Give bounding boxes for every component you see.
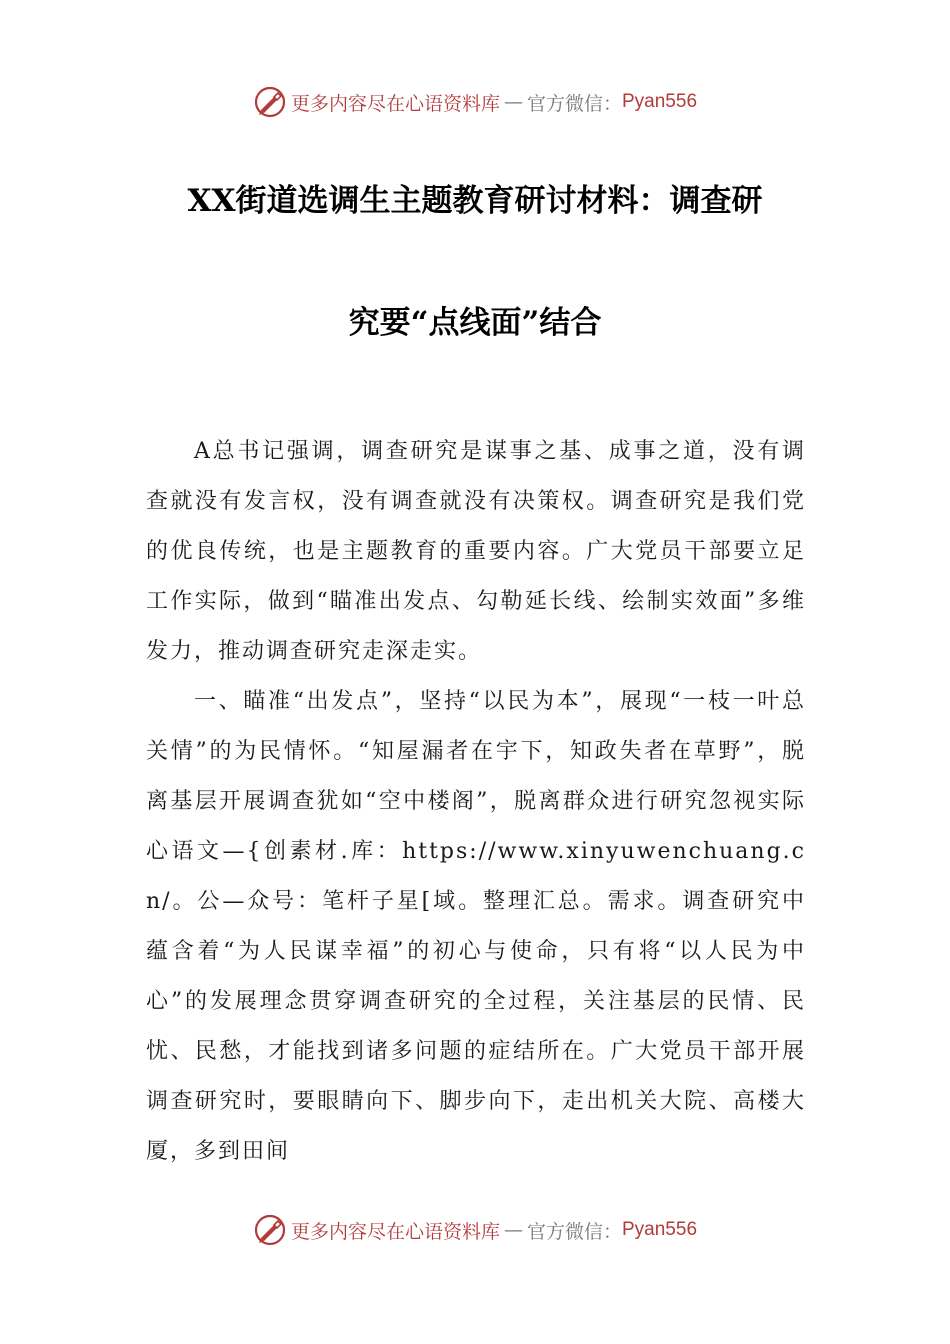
watermark-wechat-label: 官方微信：: [526, 1220, 622, 1243]
watermark-separator: —: [503, 1219, 523, 1241]
paragraph-section-1: 一、瞄准“出发点”，坚持“以民为本”，展现“一枝一叶总关情”的为民情怀。“知屋漏者在宇下，知政失者在草野”，脱离基层开展调查犹如“空中楼阁”，脱离群众进行研究忽视实际心语文—{创素材.库：https://www.xinyuwenchuang.cn/。公—众号：笔杆子星[域。整理汇总。需求。调查研究中蕴含着“为人民谋幸福”的初心与使命，只有将“以人民为中心”的发展理念贯穿调查研究的全过程，关注基层的民情、民忧、民愁，才能找到诸多问题的症结所在。广大党员干部开展调查研究时，要眼睛向下、脚步向下，走出机关大院、高楼大厦，多到田间: [146, 689, 806, 1164]
paragraph-intro: A总书记强调，调查研究是谋事之基、成事之道，没有调查就没有发言权，没有调查就没有决策权。调查研究是我们党的优良传统，也是主题教育的重要内容。广大党员干部要立足工作实际，做到“瞄准出发点、勾勒延长线、绘制实效面”多维发力，推动调查研究走深走实。: [146, 439, 806, 664]
watermark-text: 更多内容尽在心语资料库: [290, 1220, 500, 1243]
pen-logo-icon: [253, 1213, 287, 1247]
document-body: [146, 427, 806, 1177]
watermark-text: 更多内容尽在心语资料库: [290, 92, 500, 115]
pen-logo-icon: [253, 85, 287, 119]
watermark-account: Pyan556: [622, 1219, 698, 1240]
watermark-banner-top: [0, 82, 950, 122]
watermark-separator: —: [503, 91, 523, 113]
watermark-banner-bottom: [0, 1210, 950, 1250]
watermark-wechat-label: 官方微信：: [526, 92, 622, 115]
watermark-account: Pyan556: [622, 91, 698, 112]
document-title-line-1: XX街道选调生主题教育研讨材料：调查研: [187, 183, 763, 219]
document-title-line-2: 究要“点线面”结合: [348, 305, 602, 341]
